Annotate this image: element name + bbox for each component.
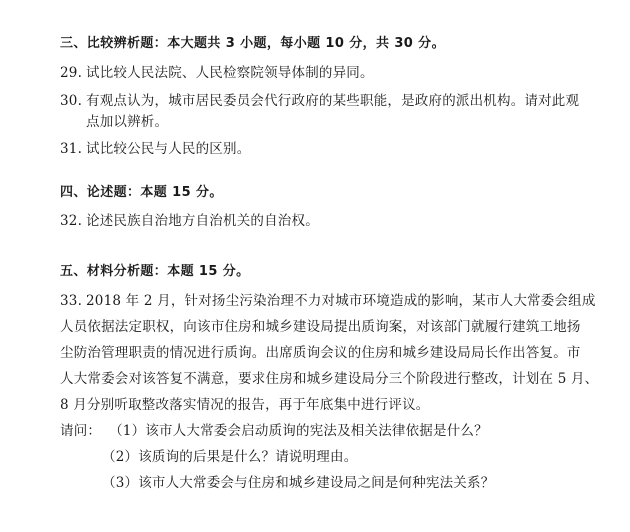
- subquestion-2: （2）该质询的后果是什么？请说明理由。: [102, 449, 358, 465]
- ask-label: 请问：: [60, 423, 102, 439]
- question-29-number: 29.: [60, 65, 83, 81]
- section-3-heading: 三、比较辨析题：本大题共 3 小题，每小题 10 分，共 30 分。: [60, 36, 445, 51]
- question-32-number: 32.: [60, 213, 83, 229]
- question-31-number: 31.: [60, 141, 83, 157]
- material-line-3: 尘防治管理职责的情况进行质询。出席质询会议的住房和城乡建设局局长作出答复。市: [60, 345, 581, 361]
- question-30-text-line-1: 有观点认为，城市居民委员会代行政府的某些职能，是政府的派出机构。请对此观: [86, 93, 580, 109]
- question-32: [60, 211, 319, 231]
- question-29-text: 试比较人民法院、人民检察院领导体制的异同。: [86, 65, 374, 81]
- question-29: [60, 63, 374, 83]
- question-31-text: 试比较公民与人民的区别。: [86, 141, 251, 157]
- material-line-1: 2018 年 2 月，针对扬尘污染治理不力对城市环境造成的影响，某市人大常委会组成: [86, 293, 596, 309]
- question-30-number: 30.: [60, 93, 83, 109]
- material-line-5: 8 月分别听取整改落实情况的报告，再于年底集中进行评议。: [60, 397, 430, 413]
- question-32-text: 论述民族自治地方自治机关的自治权。: [86, 213, 319, 229]
- question-31: [60, 139, 250, 159]
- material-line-4: 人大常委会对该答复不满意，要求住房和城乡建设局分三个阶段进行整改，计划在 5 月、: [60, 371, 599, 387]
- section-5-heading: 五、材料分析题：本题 15 分。: [60, 264, 250, 279]
- subquestion-1: （1）该市人大常委会启动质询的宪法及相关法律依据是什么？: [109, 423, 488, 439]
- question-33: [60, 291, 596, 311]
- material-line-2: 人员依据法定职权，向该市住房和城乡建设局提出质询案，对该部门就履行建筑工地扬: [60, 319, 581, 335]
- question-30-text-line-2: 点加以辨析。: [86, 114, 169, 130]
- question-33-number: 33.: [60, 293, 83, 309]
- section-4-heading: 四、论述题：本题 15 分。: [60, 185, 223, 200]
- question-30: [60, 91, 579, 111]
- subquestion-3: （3）该市人大常委会与住房和城乡建设局之间是何种宪法关系？: [102, 475, 495, 491]
- subquestion-1-row: [60, 421, 488, 441]
